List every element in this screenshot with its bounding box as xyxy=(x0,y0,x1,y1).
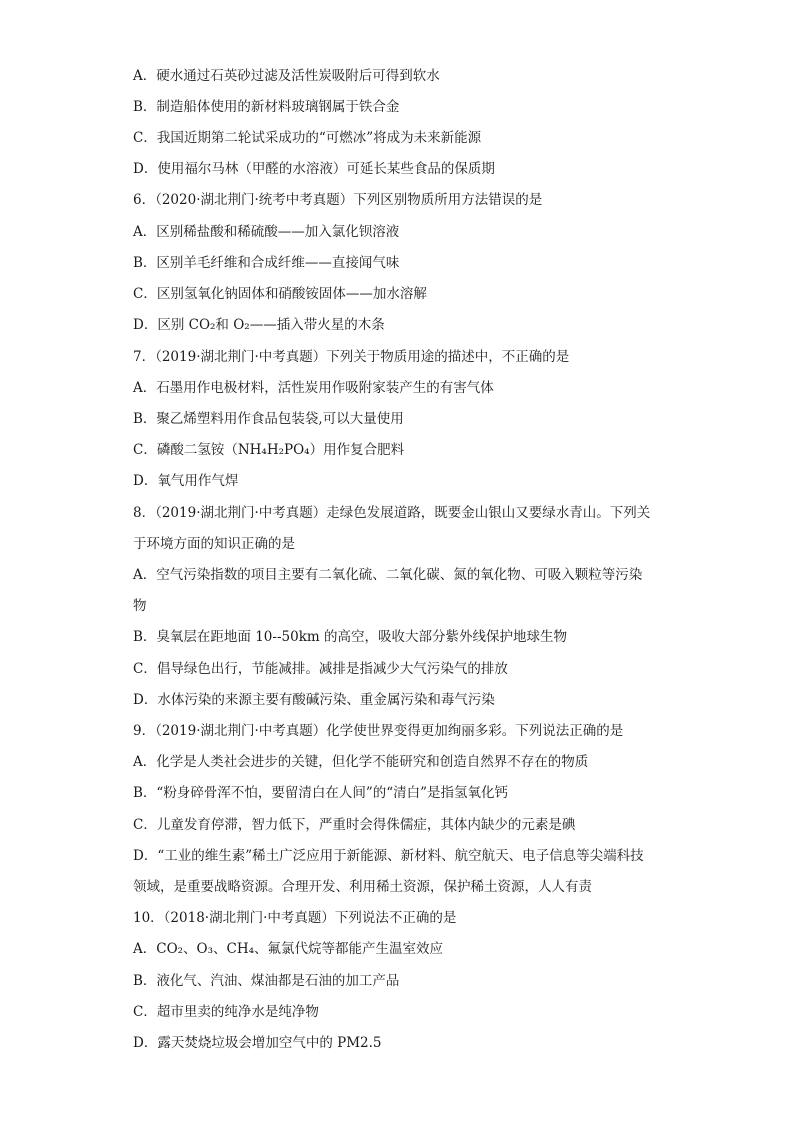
q7-option-a: A．石墨用作电极材料，活性炭用作吸附家装产生的有害气体 xyxy=(133,380,494,396)
q8-stem-cont: 于环境方面的知识正确的是 xyxy=(133,536,295,552)
q7-option-c: C．磷酸二氢铵（NH₄H₂PO₄）用作复合肥料 xyxy=(133,442,405,458)
q9-option-a: A．化学是人类社会进步的关键，但化学不能研究和创造自然界不存在的物质 xyxy=(133,754,589,770)
q8-option-a: A．空气污染指数的项目主要有二氧化硫、二氧化碳、氮的氧化物、可吸入颗粒等污染 xyxy=(133,567,643,583)
q9-option-d-cont: 领域，是重要战略资源。合理开发、利用稀土资源，保护稀土资源，人人有责 xyxy=(133,879,592,895)
q6-stem: 6．（2020·湖北荆门·统考中考真题）下列区别物质所用方法错误的是 xyxy=(133,192,543,208)
q10-stem: 10．（2018·湖北荆门·中考真题）下列说法不正确的是 xyxy=(133,910,457,926)
q8-option-a-cont: 物 xyxy=(133,598,147,614)
q8-option-b: B．臭氧层在距地面 10--50km 的高空，吸收大部分紫外线保护地球生物 xyxy=(133,629,567,645)
q8-option-d: D．水体污染的来源主要有酸碱污染、重金属污染和毒气污染 xyxy=(133,692,495,708)
q5-option-c: C．我国近期第二轮试采成功的“可燃冰”将成为未来新能源 xyxy=(133,130,482,146)
q10-option-b: B．液化气、汽油、煤油都是石油的加工产品 xyxy=(133,973,400,989)
q7-option-b: B．聚乙烯塑料用作食品包装袋,可以大量使用 xyxy=(133,411,404,427)
q6-option-d: D．区别 CO₂和 O₂——插入带火星的木条 xyxy=(133,317,385,333)
q6-option-b: B．区别羊毛纤维和合成纤维——直接闻气味 xyxy=(133,255,400,271)
q9-option-d: D．“工业的维生素”稀土广泛应用于新能源、新材料、航空航天、电子信息等尖端科技 xyxy=(133,848,644,864)
q8-option-c: C．倡导绿色出行，节能减排。减排是指减少大气污染气的排放 xyxy=(133,661,508,677)
q7-stem: 7．（2019·湖北荆门·中考真题）下列关于物质用途的描述中，不正确的是 xyxy=(133,349,570,365)
q10-option-d: D．露天焚烧垃圾会增加空气中的 PM2.5 xyxy=(133,1035,382,1051)
q10-option-a: A．CO₂、O₃、CH₄、氟氯代烷等都能产生温室效应 xyxy=(133,941,444,957)
q8-stem: 8．（2019·湖北荆门·中考真题）走绿色发展道路，既要金山银山又要绿水青山。下列关 xyxy=(133,505,651,521)
q7-option-d: D．氧气用作气焊 xyxy=(133,473,239,489)
q9-stem: 9．（2019·湖北荆门·中考真题）化学使世界变得更加绚丽多彩。下列说法正确的是 xyxy=(133,723,624,739)
q10-option-c: C．超市里卖的纯净水是纯净物 xyxy=(133,1004,319,1020)
q6-option-c: C．区别氢氧化钠固体和硝酸铵固体——加水溶解 xyxy=(133,286,427,302)
q5-option-a: A．硬水通过石英砂过滤及活性炭吸附后可得到软水 xyxy=(133,68,440,84)
q9-option-b: B．“粉身碎骨浑不怕，要留清白在人间”的“清白”是指氢氧化钙 xyxy=(133,785,509,801)
q5-option-b: B．制造船体使用的新材料玻璃钢属于铁合金 xyxy=(133,99,400,115)
q9-option-c: C．儿童发育停滞，智力低下，严重时会得侏儒症，其体内缺少的元素是碘 xyxy=(133,817,576,833)
q6-option-a: A．区别稀盐酸和稀硫酸——加入氯化钡溶液 xyxy=(133,224,400,240)
q5-option-d: D．使用福尔马林（甲醛的水溶液）可延长某些食品的保质期 xyxy=(133,161,495,177)
